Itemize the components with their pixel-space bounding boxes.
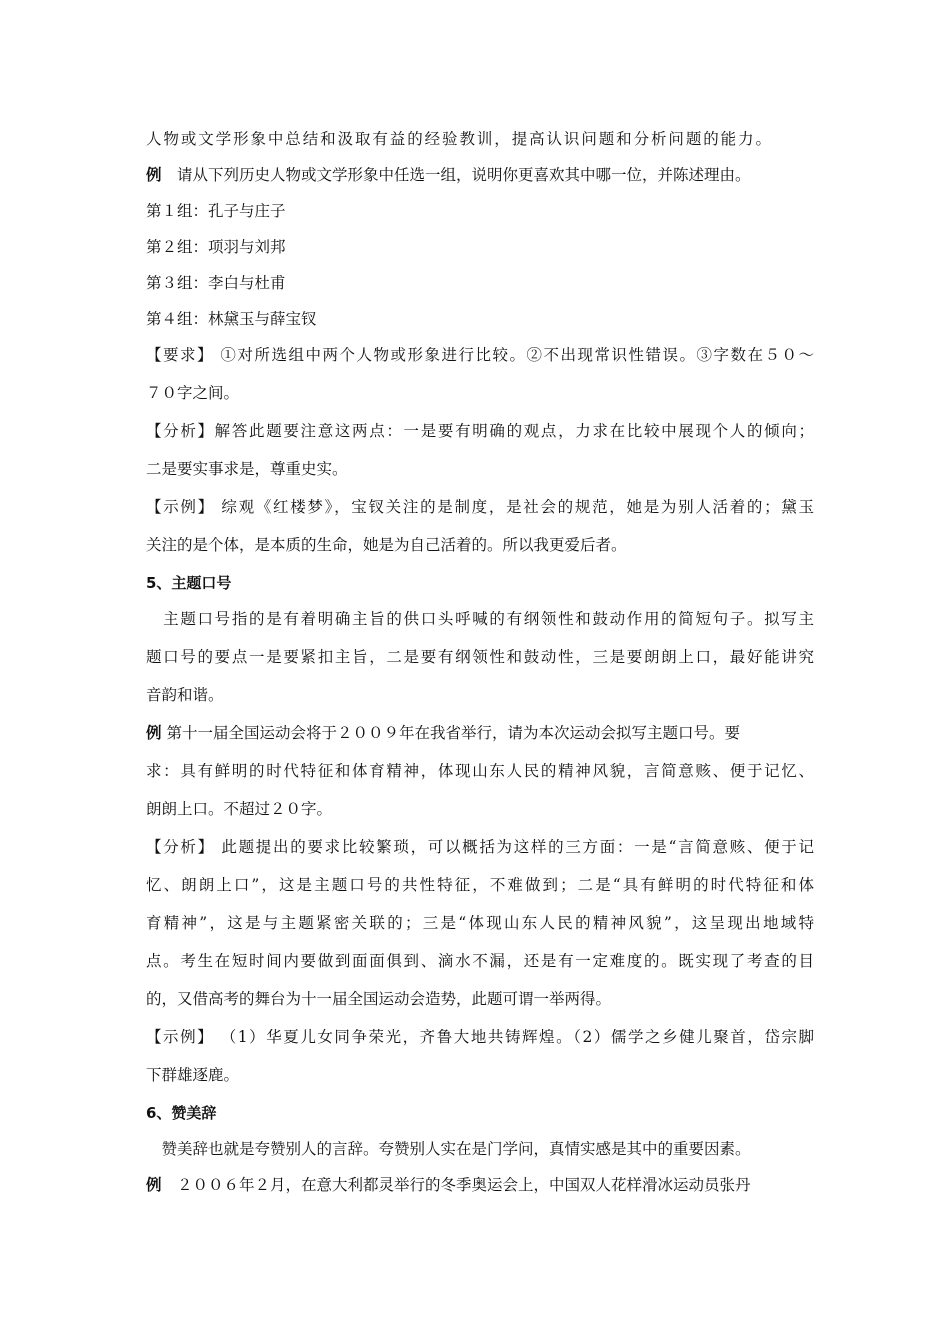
analysis-line: 【分析】 此题提出的要求比较繁琐，可以概括为这样的三方面：一是“言简意赅、便于记 <box>146 838 814 856</box>
sample-line: 【示例】 综观《红楼梦》，宝钗关注的是制度，是社会的规范，她是为别人活着的；黛玉 <box>146 498 814 516</box>
analysis-line: 【分析】解答此题要注意这两点：一是要有明确的观点，力求在比较中展现个人的倾向； <box>146 422 814 440</box>
group-item: 第３组：李白与杜甫 <box>146 274 286 292</box>
paragraph-line: 音韵和谐。 <box>146 686 224 704</box>
group-item: 第１组：孔子与庄子 <box>146 202 286 220</box>
paragraph-line: 主题口号指的是有着明确主旨的供口头呼喊的有纲领性和鼓动作用的简短句子。拟写主 <box>146 610 814 628</box>
paragraph-line: 题口号的要点一是要紧扣主旨，二是要有纲领性和鼓动性，三是要朗朗上口，最好能讲究 <box>146 648 814 666</box>
example-marker: 例 <box>146 723 162 742</box>
sample-line: 关注的是个体，是本质的生命，她是为自己活着的。所以我更爱后者。 <box>146 536 627 554</box>
analysis-line: 育精神”，这是与主题紧密关联的；三是“体现山东人民的精神风貌”，这呈现出地域特 <box>146 914 814 932</box>
requirement-line: ７０字之间。 <box>146 384 240 402</box>
analysis-line: 点。考生在短时间内要做到面面俱到、滴水不漏，还是有一定难度的。既实现了考查的目 <box>146 952 814 970</box>
sample-line: 【示例】 （1）华夏儿女同争荣光，齐鲁大地共铸辉煌。（2）儒学之乡健儿聚首，岱宗脚 <box>146 1028 814 1046</box>
analysis-line: 忆、朗朗上口”，这是主题口号的共性特征，不难做到；二是“具有鲜明的时代特征和体 <box>146 876 814 894</box>
paragraph-line: 求：具有鲜明的时代特征和体育精神，体现山东人民的精神风貌，言简意赅、便于记忆、 <box>146 762 814 780</box>
paragraph-line: 朗朗上口。不超过２０字。 <box>146 800 333 818</box>
analysis-line: 的，又借高考的舞台为十一届全国运动会造势，此题可谓一举两得。 <box>146 990 612 1008</box>
example-text: 第十一届全国运动会将于２００９年在我省举行，请为本次运动会拟写主题口号。要 <box>161 724 740 742</box>
group-item: 第４组：林黛玉与薛宝钗 <box>146 310 317 328</box>
example-text: ２００６年２月，在意大利都灵举行的冬季奥运会上，中国双人花样滑冰运动员张丹 <box>161 1176 751 1194</box>
example-marker: 例 <box>146 1175 162 1194</box>
paragraph-line: 赞美辞也就是夸赞别人的言辞。夸赞别人实在是门学问，真情实感是其中的重要因素。 <box>146 1140 751 1158</box>
example-line <box>146 164 814 186</box>
sample-line: 下群雄逐鹿。 <box>146 1066 240 1084</box>
section-heading: 6、赞美辞 <box>146 1104 217 1122</box>
example-line <box>146 1174 814 1196</box>
requirement-line: 【要求】 ①对所选组中两个人物或形象进行比较。②不出现常识性错误。③字数在５０～ <box>146 346 814 364</box>
example-line <box>146 722 814 744</box>
section-heading: 5、主题口号 <box>146 574 232 592</box>
paragraph-line: 人物或文学形象中总结和汲取有益的经验教训，提高认识问题和分析问题的能力。 <box>146 130 771 148</box>
analysis-line: 二是要实事求是，尊重史实。 <box>146 460 348 478</box>
example-marker: 例 <box>146 165 162 184</box>
group-item: 第２组：项羽与刘邦 <box>146 238 286 256</box>
example-text: 请从下列历史人物或文学形象中任选一组，说明你更喜欢其中哪一位，并陈述理由。 <box>161 166 751 184</box>
